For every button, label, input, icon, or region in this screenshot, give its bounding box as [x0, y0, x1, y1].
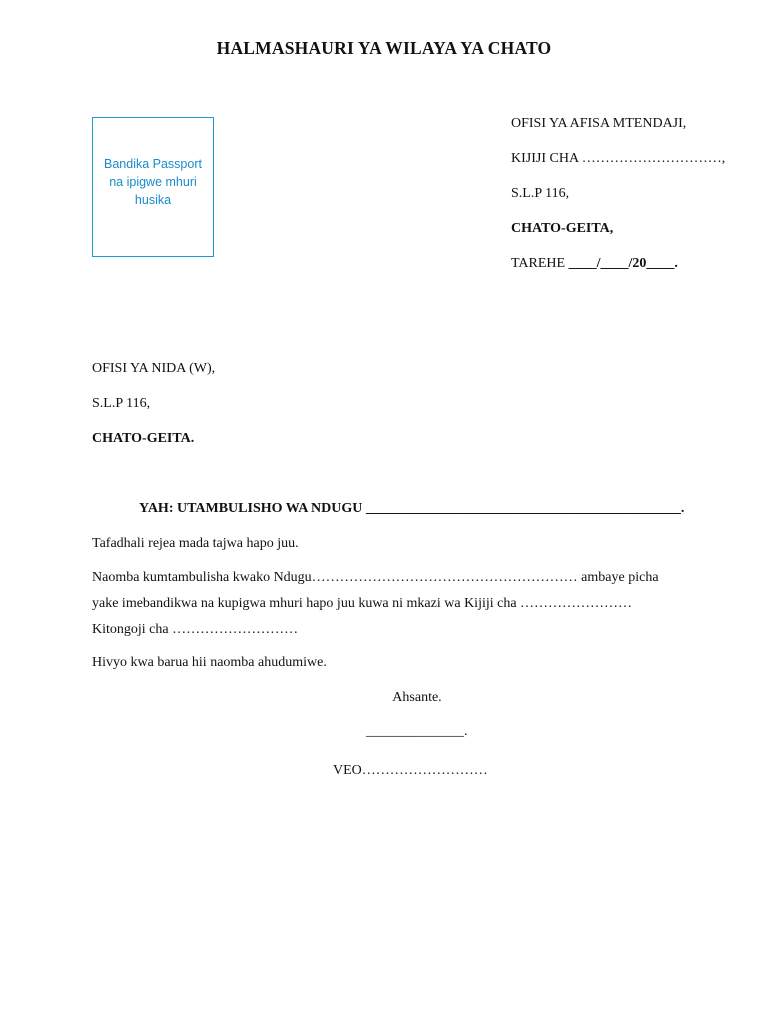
document-title: HALMASHAURI YA WILAYA YA CHATO [216, 38, 552, 58]
recipient-office: OFISI YA NIDA (W), [92, 361, 216, 376]
sender-date [511, 256, 678, 272]
body-paragraph-2-line-1: Naomba kumtambulisha kwako Ndugu………………………………………………… ambaye picha [92, 570, 659, 585]
body-paragraph-2-line-3: Kitongoji cha ……………………… [92, 622, 299, 637]
signature-line: ______________. [366, 724, 468, 739]
sender-location: CHATO-GEITA, [511, 221, 614, 236]
body-paragraph-2-line-2: yake imebandikwa na kupigwa mhuri hapo juu kuwa ni mkazi wa Kijiji cha …………………… [92, 596, 633, 611]
subject-line [139, 501, 684, 517]
recipient-location: CHATO-GEITA. [92, 431, 195, 446]
photo-instruction-line-1: Bandika Passport [104, 157, 202, 171]
photo-instruction-line-3: husika [134, 193, 172, 207]
sender-office: OFISI YA AFISA MTENDAJI, [511, 116, 687, 131]
body-paragraph-3: Hivyo kwa barua hii naomba ahudumiwe. [92, 655, 327, 670]
subject-prefix: YAH: UTAMBULISHO WA NDUGU [139, 501, 363, 516]
closing-thanks: Ahsante. [392, 690, 442, 705]
recipient-po-box: S.L.P 116, [92, 396, 151, 411]
date-blanks: ____/____/20____. [568, 256, 678, 271]
body-paragraph-1: Tafadhali rejea mada tajwa hapo juu. [92, 536, 299, 551]
veo-title: VEO……………………… [333, 763, 488, 778]
subject-blank: _____________________________________________. [365, 501, 685, 516]
photo-instruction-line-2: na ipigwe mhuri [109, 175, 197, 189]
sender-po-box: S.L.P 116, [511, 186, 570, 201]
sender-village: KIJIJI CHA …………………………, [511, 151, 726, 166]
date-label: TAREHE [511, 256, 566, 271]
passport-photo-box [92, 117, 214, 257]
